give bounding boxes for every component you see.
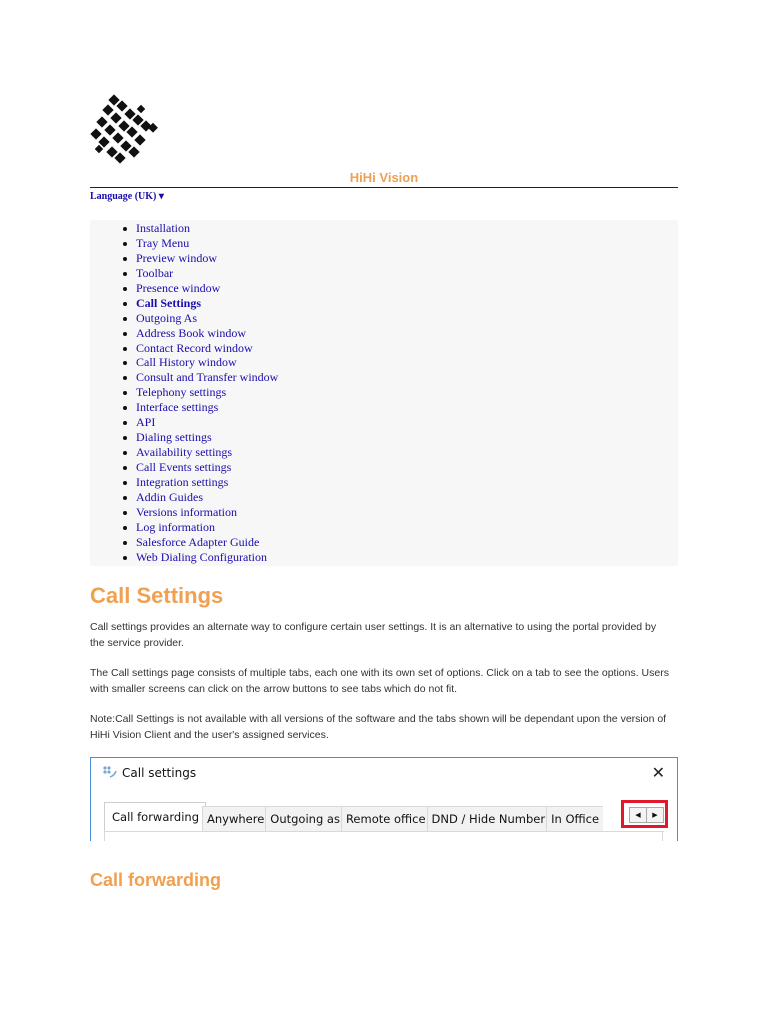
tab-panel-border bbox=[104, 831, 664, 832]
toc-link[interactable]: Salesforce Adapter Guide bbox=[136, 534, 260, 549]
toc-item bbox=[136, 415, 678, 430]
toc-link[interactable]: Log information bbox=[136, 519, 215, 534]
toc-item bbox=[136, 370, 678, 385]
toc-link[interactable]: Contact Record window bbox=[136, 340, 253, 355]
toc-link[interactable]: API bbox=[136, 415, 156, 430]
toc-item bbox=[136, 281, 678, 296]
toc-link[interactable]: Versions information bbox=[136, 504, 237, 519]
tab-panel-right-border bbox=[662, 831, 663, 841]
tab-panel-left-border bbox=[104, 831, 105, 841]
tab-outgoing-as[interactable]: Outgoing as bbox=[265, 806, 345, 831]
toc-link[interactable]: Integration settings bbox=[136, 474, 229, 489]
toc-item bbox=[136, 341, 678, 356]
table-of-contents bbox=[90, 220, 678, 566]
toc-item bbox=[136, 550, 678, 565]
toc-link[interactable]: Installation bbox=[136, 221, 190, 235]
toc-link[interactable]: Tray Menu bbox=[136, 235, 190, 250]
toc-item bbox=[136, 311, 678, 326]
scroll-right-icon[interactable]: ▶ bbox=[646, 807, 664, 823]
toc-link[interactable]: Telephony settings bbox=[136, 385, 227, 400]
toc-item bbox=[136, 430, 678, 445]
toc-link[interactable]: Call Events settings bbox=[136, 460, 232, 474]
tab-in-office[interactable]: In Office bbox=[546, 806, 603, 831]
toc-link[interactable]: Web Dialing Configuration bbox=[136, 549, 268, 564]
close-icon[interactable]: ✕ bbox=[651, 763, 665, 782]
toc-item bbox=[136, 400, 678, 415]
toc-link[interactable]: Call Settings bbox=[136, 295, 202, 310]
tab-remote-office[interactable]: Remote office bbox=[341, 806, 431, 831]
toc-link[interactable]: Outgoing As bbox=[136, 310, 198, 325]
toc-link[interactable]: Toolbar bbox=[136, 265, 174, 280]
toc-list bbox=[90, 220, 678, 565]
window-title: Call settings bbox=[122, 766, 197, 780]
intro-paragraph: Call settings provides an alternate way to configure certain user settings. It is an alternative to using the portal provided by the service provider. bbox=[90, 621, 657, 649]
toc-link[interactable]: Call History window bbox=[136, 355, 237, 370]
toc-link[interactable]: Presence window bbox=[136, 280, 221, 295]
tab-scroll-arrows-highlight bbox=[621, 800, 668, 828]
call-settings-screenshot bbox=[90, 757, 678, 841]
toc-item bbox=[136, 385, 678, 400]
header-divider bbox=[90, 187, 678, 188]
toc-item bbox=[136, 505, 678, 520]
toc-item bbox=[136, 326, 678, 341]
toc-item bbox=[136, 296, 678, 311]
tab-call-forwarding[interactable]: Call forwarding bbox=[104, 802, 206, 831]
toc-link[interactable]: Addin Guides bbox=[136, 489, 203, 504]
site-brand-title: HiHi Vision bbox=[349, 170, 419, 185]
toc-item bbox=[136, 236, 678, 251]
toc-item bbox=[136, 520, 678, 535]
tab-anywhere[interactable]: Anywhere bbox=[202, 806, 269, 831]
language-selector[interactable]: Language (UK) ▾ bbox=[90, 191, 164, 202]
toc-item bbox=[136, 490, 678, 505]
toc-item bbox=[136, 445, 678, 460]
toc-link[interactable]: Availability settings bbox=[136, 445, 233, 460]
toc-item bbox=[136, 535, 678, 550]
toc-item bbox=[136, 475, 678, 490]
tab-dnd-hide-number[interactable]: DND / Hide Number bbox=[427, 806, 551, 831]
toc-item bbox=[136, 221, 678, 236]
toc-link[interactable]: Interface settings bbox=[136, 400, 219, 415]
toc-item bbox=[136, 266, 678, 281]
tabs-paragraph: The Call settings page consists of multiple tabs, each one with its own set of options. Click on a tab to see the options. Users with smaller screens can click on the arrow buttons to see tabs which do not fit. bbox=[90, 667, 669, 695]
window-titlebar bbox=[91, 758, 677, 792]
toc-link[interactable]: Preview window bbox=[136, 250, 217, 265]
scroll-left-icon[interactable]: ◀ bbox=[629, 807, 647, 823]
call-settings-app-icon bbox=[101, 765, 117, 779]
settings-tabs bbox=[104, 804, 599, 830]
toc-link[interactable]: Dialing settings bbox=[136, 430, 212, 445]
section-heading-call-forwarding: Call forwarding bbox=[90, 870, 222, 890]
note-paragraph: Note:Call Settings is not available with all versions of the software and the tabs shown will be dependant upon the version of HiHi Vision Client and the user's assigned services. bbox=[90, 713, 667, 741]
toc-link[interactable]: Address Book window bbox=[136, 325, 246, 340]
toc-item bbox=[136, 460, 678, 475]
page-title: Call Settings bbox=[90, 583, 224, 608]
hihi-vision-logo bbox=[90, 92, 166, 168]
toc-item bbox=[136, 355, 678, 370]
toc-item bbox=[136, 251, 678, 266]
toc-link[interactable]: Consult and Transfer window bbox=[136, 370, 279, 385]
